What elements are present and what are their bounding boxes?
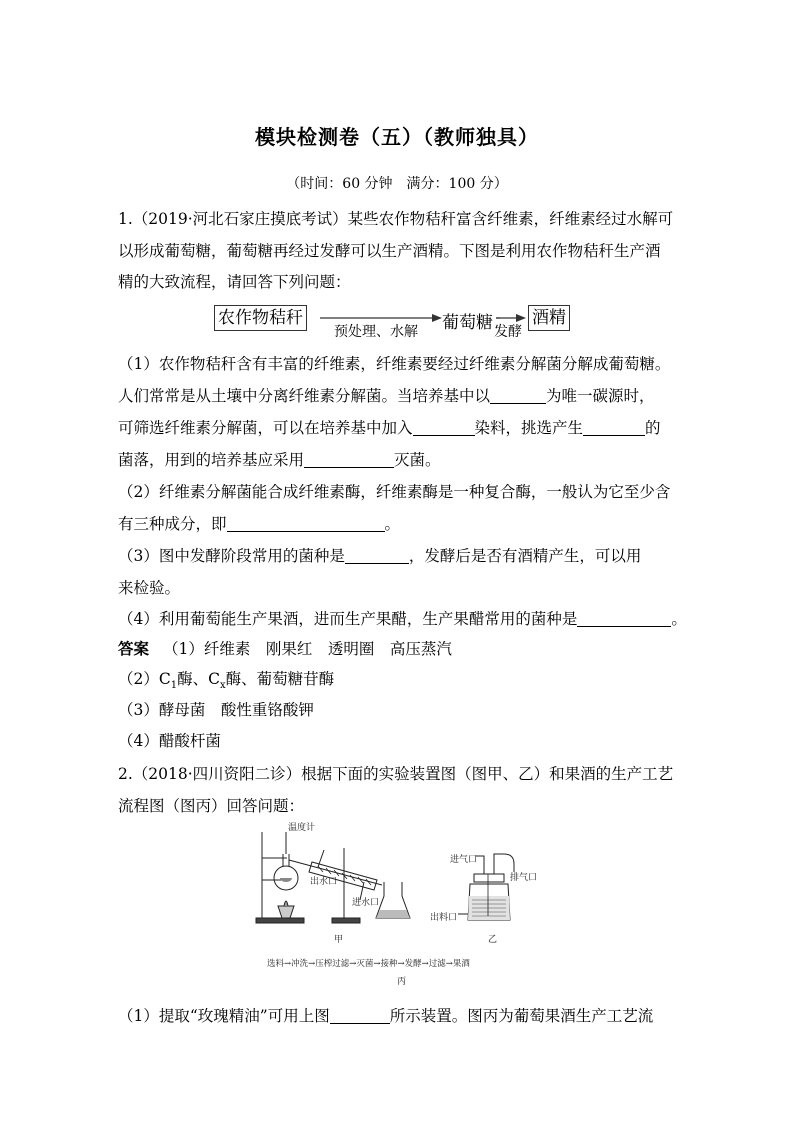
q2-part1-text: 所示装置。图丙为葡萄果酒生产工艺流 [389,1007,654,1025]
q1-line-1: 1.（2019·河北石家庄摸底考试）某些农作物秸秆富含纤维素，纤维素经过水解可 [118,210,674,228]
q1-part1-text: 灭菌。 [394,451,441,469]
answer-line-4: （4）醋酸杆菌 [118,732,221,750]
label-gas-out: 排气口 [510,873,538,883]
q1-part3-line-2: 来检验。 [118,579,181,597]
answer-blank[interactable] [304,451,394,468]
q1-part4-text: （4）利用葡萄能生产果酒，进而生产果醋，生产果醋常用的菌种是 [118,610,578,628]
answer-subscript: x [219,680,226,692]
label-material-out: 出料口 [430,913,458,923]
q1-line-3: 精的大致流程，请回答下列问题： [118,273,351,291]
experiment-apparatus-figure [252,820,552,998]
q1-part1-text: 染料，挑选产生 [474,419,584,437]
q1-part1-text: 人们常常是从土壤中分离纤维素分解菌。当培养基中以 [118,387,491,405]
label-yi: 乙 [488,935,498,945]
answer-blank[interactable] [413,419,475,436]
q1-part1-line-4 [118,448,680,470]
flow-arrow2-label: 发酵 [494,324,522,340]
label-bing: 丙 [397,977,407,987]
answer-blank[interactable] [583,419,645,436]
answer-part2-text: 酶、C [177,670,220,688]
answer-part2-text: 酶、葡萄糖苷酶 [225,670,335,688]
q1-part3-text: ，发酵后是否有酒精产生，可以用 [408,547,642,565]
answer-line-1 [118,637,680,659]
answer-line-2 [118,667,680,691]
q1-part1-text: 的 [645,419,661,437]
label-water-out: 出水口 [310,877,338,887]
q1-part2-line-1: （2）纤维素分解菌能合成纤维素酶，纤维素酶是一种复合酶，一般认为它至少含 [118,483,671,501]
q1-part1-text: 为唯一碳源时， [546,387,655,405]
q1-part1-line-3 [118,416,680,438]
q1-part1-line-2 [118,384,680,406]
answer-subscript: 1 [170,680,178,692]
q1-part3-line-1 [118,544,680,566]
q2-part1-line-1 [118,1004,680,1026]
answer-part1: （1）纤维素 刚果红 透明圈 高压蒸汽 [163,640,452,658]
q1-part4-line [118,607,687,629]
flow-arrow1-label: 预处理、水解 [334,324,418,340]
q2-part1-text: （1）提取“玫瑰精油”可用上图 [118,1007,330,1025]
wine-process-flow: 选料→冲洗→压榨过滤→灭菌→接种→发酵→过滤→果酒 [267,959,470,969]
flow-box-straw: 农作物秸秆 [214,305,307,331]
answer-blank[interactable] [490,387,546,404]
flow-box-alcohol: 酒精 [528,305,570,331]
answer-blank[interactable] [345,547,409,564]
q1-part1-line-1: （1）农作物秸秆含有丰富的纤维素，纤维素要经过纤维素分解菌分解成葡萄糖。 [118,355,671,373]
q1-part2-text: 有三种成分，即 [118,515,227,533]
q1-part2-text: 。 [384,515,401,533]
q1-part4-text: 。 [671,610,687,628]
q2-line-1: 2.（2018·四川资阳二诊）根据下面的实验装置图（图甲、乙）和果酒的生产工艺 [118,765,674,783]
exam-time-info: （时间：60 分钟 满分：100 分） [286,176,508,192]
q1-part1-text: 菌落，用到的培养基应采用 [118,451,305,469]
page-title: 模块检测卷（五）（教师独具） [255,125,539,149]
label-gas-in: 进气口 [450,855,478,865]
answer-part2-text: （2）C [118,670,171,688]
answer-label: 答案 [118,640,150,658]
answer-blank[interactable] [330,1007,390,1024]
flow-mid-glucose: 葡萄糖 [442,313,493,333]
answer-line-3: （3）酵母菌 酸性重铬酸钾 [118,701,314,719]
label-thermometer: 温度计 [288,823,316,833]
q1-part3-text: （3）图中发酵阶段常用的菌种是 [118,547,345,565]
q1-line-2: 以形成葡萄糖，葡萄糖再经过发酵可以生产酒精。下图是利用农作物秸秆生产酒 [118,242,661,260]
q1-part1-text: 可筛选纤维素分解菌，可以在培养基中加入 [118,419,413,437]
label-water-in: 进水口 [352,898,380,908]
answer-blank[interactable] [577,610,671,627]
q1-part2-line-2 [118,512,680,534]
answer-blank[interactable] [227,515,385,532]
label-jia: 甲 [334,935,344,945]
q2-line-2: 流程图（图丙）回答问题： [118,797,305,815]
process-flow-diagram [214,303,574,339]
